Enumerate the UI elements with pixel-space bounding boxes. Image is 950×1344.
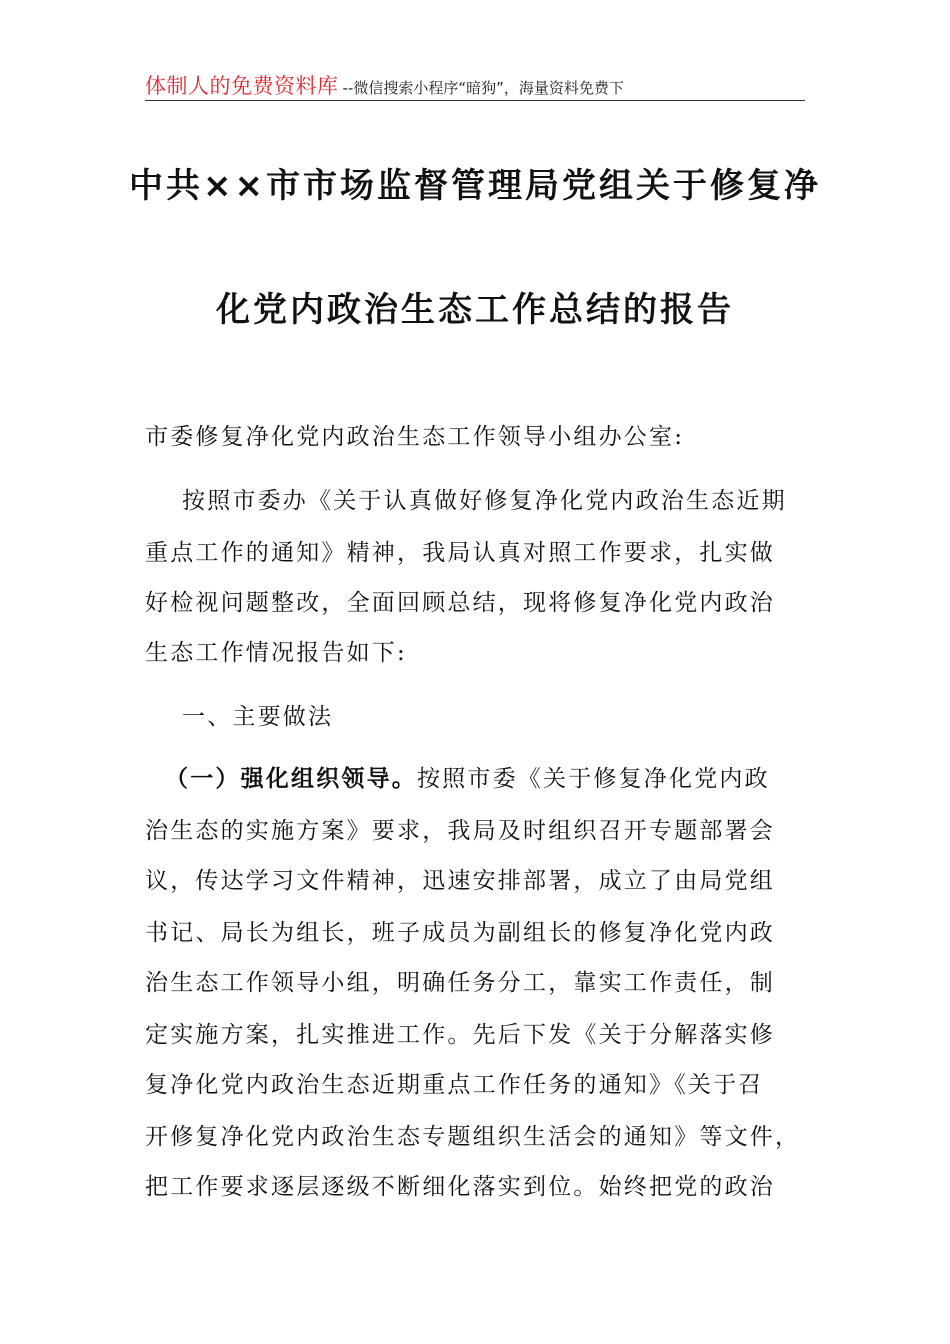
subsection-line	[165, 760, 845, 793]
header-note: --微信搜索小程序“暗狗”，海量资料免费下	[342, 79, 624, 97]
subsection-lead: 按照市委《关于修复净化党内政	[417, 766, 770, 792]
paragraph-line: 重点工作的通知》精神，我局认真对照工作要求，扎实做	[145, 540, 775, 566]
paragraph-line: 生态工作情况报告如下:	[145, 640, 407, 666]
salutation: 市委修复净化党内政治生态工作领导小组办公室:	[145, 424, 685, 450]
paragraph-line: 治生态的实施方案》要求，我局及时组织召开专题部署会	[145, 818, 775, 844]
paragraph-line: 开修复净化党内政治生态专题组织生活会的通知》等文件，	[145, 1124, 801, 1150]
paragraph-line: 议，传达学习文件精神，迅速安排部署，成立了由局党组	[145, 868, 775, 894]
section-heading: 一、主要做法	[182, 704, 334, 730]
header-brand: 体制人的免费资料库	[145, 74, 339, 98]
paragraph-line: 书记、局长为组长，班子成员为副组长的修复净化党内政	[145, 920, 775, 946]
page-header	[145, 70, 805, 100]
paragraph-line: 按照市委办《关于认真做好修复净化党内政治生态近期	[182, 488, 787, 514]
subsection-heading: （一）强化组织领导。	[165, 766, 417, 792]
paragraph-line: 好检视问题整改，全面回顾总结，现将修复净化党内政治	[145, 590, 775, 616]
paragraph-line: 复净化党内政治生态近期重点工作任务的通知》《关于召	[145, 1072, 764, 1098]
header-divider	[145, 100, 805, 101]
paragraph-line: 把工作要求逐层逐级不断细化落实到位。始终把党的政治	[145, 1174, 775, 1200]
paragraph-line: 治生态工作领导小组，明确任务分工，靠实工作责任，制	[145, 970, 775, 996]
document-title-line-2: 化党内政治生态工作总结的报告	[216, 290, 734, 330]
paragraph-line: 定实施方案，扎实推进工作。先后下发《关于分解落实修	[145, 1022, 775, 1048]
document-title-line-1: 中共××市市场监督管理局党组关于修复净	[129, 166, 821, 206]
